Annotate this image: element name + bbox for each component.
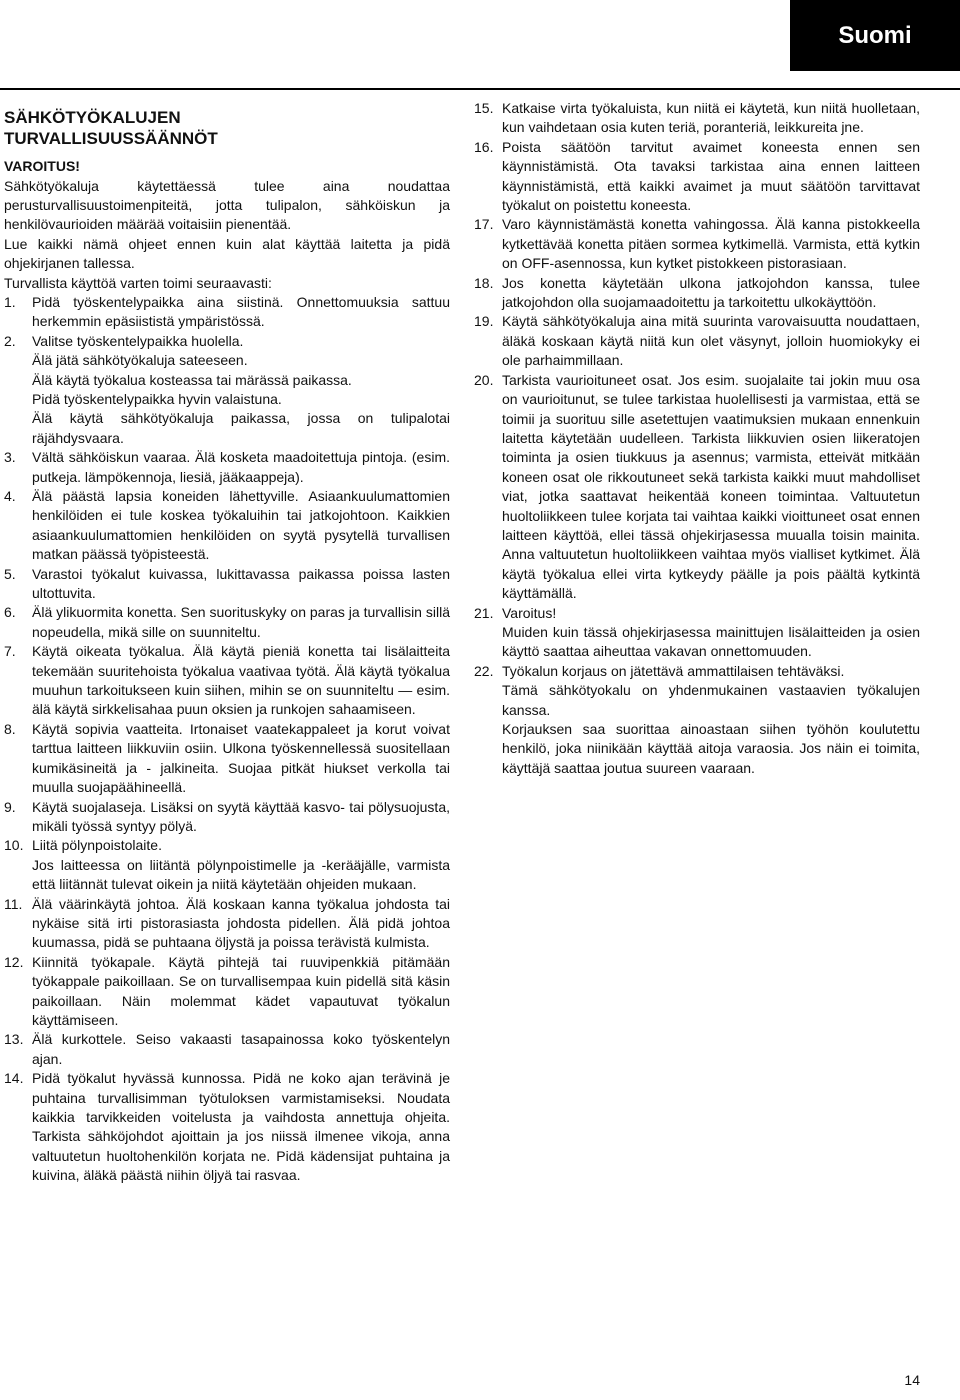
list-item-number: 19. [474, 313, 494, 330]
list-item [474, 312, 920, 370]
list-item-text [32, 565, 450, 604]
list-item-number: 18. [474, 274, 494, 291]
list-item [4, 293, 450, 332]
list-item-text [502, 99, 920, 138]
page-number: 14 [904, 1372, 920, 1388]
list-item-line: Työkalun korjaus on jätettävä ammattilaisen tehtäväksi. [502, 662, 845, 679]
list-item-number: 6. [4, 604, 16, 621]
list-item-line: Jos konetta käytetään ulkona jatkojohdon kanssa, tulee jatkojohdon olla suojamaadoitettu ja tarkoitettu ulkokäyttöön. [502, 274, 920, 311]
list-item-text [32, 487, 450, 565]
list-item-line: Älä kurkottele. Seiso vakaasti tasapainossa koko työskentelyn ajan. [32, 1031, 450, 1067]
list-item-text [32, 448, 450, 487]
intro-paragraph: Turvallista käyttöä varten toimi seuraavasti: [4, 274, 272, 291]
header-rule [0, 88, 960, 90]
list-item-number: 9. [4, 798, 16, 815]
list-item-text [32, 1069, 450, 1185]
list-item-number: 5. [4, 565, 16, 582]
list-item [4, 720, 450, 798]
list-item-line: Älä jätä sähkötyökaluja sateeseen. [32, 352, 248, 369]
list-item-text [502, 371, 920, 604]
list-item-line: Käytä sähkötyökaluja aina mitä suurinta varovaisuutta noudattaen, äläkä koskaan käytä niitä kun olet väsynyt, jolloin huomiokyky ei ole parhaimmillaan. [502, 313, 920, 369]
list-item-line: Kiinnitä työkapale. Käytä pihtejä tai ruuvipenkkiä pitämään työkappale paikoillaan. Se on turvallisempaa kuin pidellä sitä käsin paikoillaan. Näin molemmat kädet vapautuvat työkalun käyttämiseen. [32, 953, 450, 1028]
list-item-text [502, 274, 920, 313]
list-item [4, 565, 450, 604]
list-item-text [32, 953, 450, 1031]
list-item [4, 1030, 450, 1069]
list-item-line: Valitse työskentelypaikka huolella. [32, 332, 244, 349]
list-item-number: 13. [4, 1031, 24, 1048]
list-item-text [32, 836, 450, 894]
list-item-line: Varoitus! [502, 604, 557, 621]
list-item-text [32, 895, 450, 953]
list-item-number: 7. [4, 643, 16, 660]
list-item [4, 448, 450, 487]
list-item-text [32, 293, 450, 332]
list-item-line: Pidä työskentelypaikka aina siistinä. Onnettomuuksia sattuu herkemmin epäsiististä ympäristössä. [32, 293, 450, 330]
list-item-number: 4. [4, 488, 16, 504]
list-item-text [502, 662, 920, 778]
list-item-line: Poista säätöön tarvitut avaimet koneesta ennen sen käynnistämistä. Ota tavaksi tarkistaa aina ennen laitteen käynnistämistä, että kaikki avaimet ja muut säätöön tarvittavat työkalut on poistettu koneesta. [502, 138, 920, 214]
list-item-line: Katkaise virta työkaluista, kun niitä ei käytetä, kun niitä huolletaan, kun vaihdetaan osia kuten teriä, poranteriä, leikkureita jne. [502, 100, 920, 136]
section-title-line: SÄHKÖTYÖKALUJEN [4, 108, 181, 127]
list-item-line: Tämä sähkötyokalu on yhdenmukainen vastaavien työkalujen kanssa. [502, 682, 920, 718]
list-item-line: Älä ylikuormita konetta. Sen suorituskyky on paras ja turvallisin sillä nopeudella, mikä sille on suunniteltu. [32, 604, 450, 640]
list-item [4, 798, 450, 837]
list-item [474, 99, 920, 138]
section-title-line: TURVALLISUUSSÄÄNNÖT [4, 129, 218, 148]
list-item-line: Käytä oikeata työkalua. Älä käytä pieniä konetta tai lisälaitteita tekemään suuritehoista työkalua vaativaa työtä. Älä käytä työkalua muuhun tarkoitukseen kuin siihen, mihin se on suunniteltu — esim. älä käytä sirkkelisahaa puun oksien ja runkojen sahaamiseen. [32, 643, 450, 718]
list-item-number: 21. [474, 604, 494, 621]
list-item-text [32, 603, 450, 642]
list-item [4, 1069, 450, 1185]
list-item-line: Älä käytä sähkötyökaluja paikassa, jossa on tulipalotai räjähdysvaara. [32, 410, 450, 446]
list-item [4, 603, 450, 642]
language-tab: Suomi [790, 0, 960, 71]
list-item-number: 17. [474, 216, 494, 233]
list-item-text [502, 138, 920, 216]
list-item [474, 274, 920, 313]
list-item-line: Pidä työskentelypaikka hyvin valaistuna. [32, 390, 282, 407]
list-item [474, 138, 920, 216]
list-item-line: Varastoi työkalut kuivassa, lukittavassa paikassa poissa lasten ultottuvita. [32, 565, 450, 602]
list-item-line: Tarkista vaurioituneet osat. Jos esim. suojalaite tai jokin muu osa on vaurioitunut, se tulee tarkistaa huolellisesti ja varmistaa, että se toimii ja suorituu sille asetettujen vaatimuksien mukaan ennenkuin laitetta käytetään uudelleen. Tarkista liikkuvien osien liikeratojen toiminta ja osien tiukkuus ja asennus; varmista, etteivät mitkään koneen osat ole rikkoutuneet sekä tarkista kaikki muut mahdolliset viat, jotka saattavat heikentää koneen toimintaa. Valtuutetun huoltoliikkeen tulee korjata tai vaihtaa kaikki vioittuneet osat ennen laitteen käyttöä, ellei tässä ohjekirjasessa muualla toisin mainita. Anna valtuutetun huoltoliikkeen vaihtaa myös vialliset kytkimet. Älä käytä työkalua ellei virta kytkeydy päälle ja pois päältä kytkintä käyttämällä. [502, 371, 920, 602]
list-item [4, 895, 450, 953]
list-item-number: 22. [474, 662, 494, 679]
list-item-number: 2. [4, 332, 16, 349]
list-item-line: Pidä työkalut hyvässä kunnossa. Pidä ne koko ajan terävinä je puhtaina turvallisimman työtuloksen varmistamiseksi. Noudata kaikkia tarvikkeiden voitelusta ja vaihdosta annettuja ohjeita. Tarkista sähköjohdot ajoittain ja jos niissä ilmenee vikoja, anna valtuutetun huoltohenkilön korjata ne. Pidä kädensijat puhtaina ja kuivina, äläkä päästä niihin öljyä tai rasvaa. [32, 1070, 450, 1184]
list-item-number: 10. [4, 837, 24, 854]
list-item-line: Käytä suojalaseja. Lisäksi on syytä käyttää kasvo- tai pölysuojusta, mikäli työssä syntyy pölyä. [32, 798, 450, 834]
list-item-number: 12. [4, 953, 24, 970]
right-column [474, 99, 920, 778]
warning-label: VAROITUS! [4, 158, 80, 174]
list-item-line: Varo käynnistämästä konetta vahingossa. Älä kanna pistokkeella kytkettävää konetta pitäen sormea kytkimellä. Varmista, että kytkin on OFF-asennossa, kun kytket pistokkeen pistorasiaan. [502, 216, 920, 272]
list-item-number: 20. [474, 371, 494, 388]
section-title [4, 107, 450, 149]
list-item-text [502, 312, 920, 370]
list-item-number: 16. [474, 138, 494, 155]
list-item-line: Älä päästä lapsia koneiden lähettyville. Asiaankuulumattomien henkilöiden ei tule koskea työkaluihin tai jatkojohtoon. Kaikkien asiaankuulumattomien henkilöiden on syytä pysytellä turvallisen matkan päässä työpisteestä. [32, 488, 450, 563]
intro-paragraph: Sähkötyökaluja käytettäessä tulee aina noudattaa perusturvallisuustoimenpiteitä, jotta tulipalon, sähköiskun ja henkilövaurioiden määrää voitaisiin pienentää. [4, 177, 450, 233]
list-item-text [32, 332, 450, 448]
list-item-line: Korjauksen saa suorittaa ainoastaan siihen työhön koulutettu henkilö, joka niinikään käyttää aitoja varaosia. Jos näin ei toimita, käyttäjä saattaa joutua suureen vaaraan. [502, 721, 920, 776]
list-item-line: Muiden kuin tässä ohjekirjasessa mainittujen lisälaitteiden ja osien käyttö saattaa aiheuttaa vakavan onnettomuuden. [502, 623, 920, 660]
list-item-line: Vältä sähköiskun vaaraa. Älä kosketa maadoitettuja pintoja. (esim. putkeja. lämpökennoja, liesiä, jääkaappeja). [32, 449, 450, 485]
list-item [4, 836, 450, 894]
list-item-number: 8. [4, 720, 16, 737]
list-item-text [502, 215, 920, 273]
list-item-number: 14. [4, 1070, 24, 1087]
list-item [474, 662, 920, 778]
list-item-text [32, 798, 450, 837]
list-item [4, 953, 450, 1031]
list-item-line: Käytä sopivia vaatteita. Irtonaiset vaatekappaleet ja korut voivat tarttua laitteen liikkuviin osiin. Ulkona työskennellessä suositellaan kumikäsineitä ja - jalkineita. Suojaa pitkät hiukset verkolla tai muulla suojapäähineellä. [32, 720, 450, 796]
list-item-text [32, 720, 450, 798]
list-item-number: 15. [474, 100, 494, 116]
intro-paragraph: Lue kaikki nämä ohjeet ennen kuin alat käyttää laitetta ja pidä ohjekirjanen tallessa. [4, 235, 450, 272]
list-item-line: Älä väärinkäytä johtoa. Älä koskaan kanna työkalua johdosta tai nykäise sitä irti pistorasiasta johdosta pidellen. Älä pidä johtoa kuumassa, pidä se puhtaana öljystä ja poissa terävistä kulmista. [32, 895, 450, 951]
list-item [4, 332, 450, 448]
list-item-number: 3. [4, 449, 16, 466]
list-item-line: Älä käytä työkalua kosteassa tai märässä paikassa. [32, 371, 352, 388]
safety-list-left [4, 293, 450, 1186]
list-item [474, 604, 920, 662]
list-item-number: 1. [4, 293, 16, 310]
list-item-number: 11. [4, 895, 23, 912]
list-item [474, 215, 920, 273]
list-item-text [502, 604, 920, 662]
safety-list-right [474, 99, 920, 778]
list-item [4, 642, 450, 720]
list-item-line: Jos laitteessa on liitäntä pölynpoistimelle ja -kerääjälle, varmista että liitännät tulevat oikein ja niitä käytetään ohjeiden mukaan. [32, 856, 450, 893]
list-item [4, 487, 450, 565]
list-item-text [32, 1030, 450, 1069]
list-item-line: Liitä pölynpoistolaite. [32, 837, 162, 854]
list-item-text [32, 642, 450, 720]
list-item [474, 371, 920, 604]
left-column [4, 99, 450, 1186]
